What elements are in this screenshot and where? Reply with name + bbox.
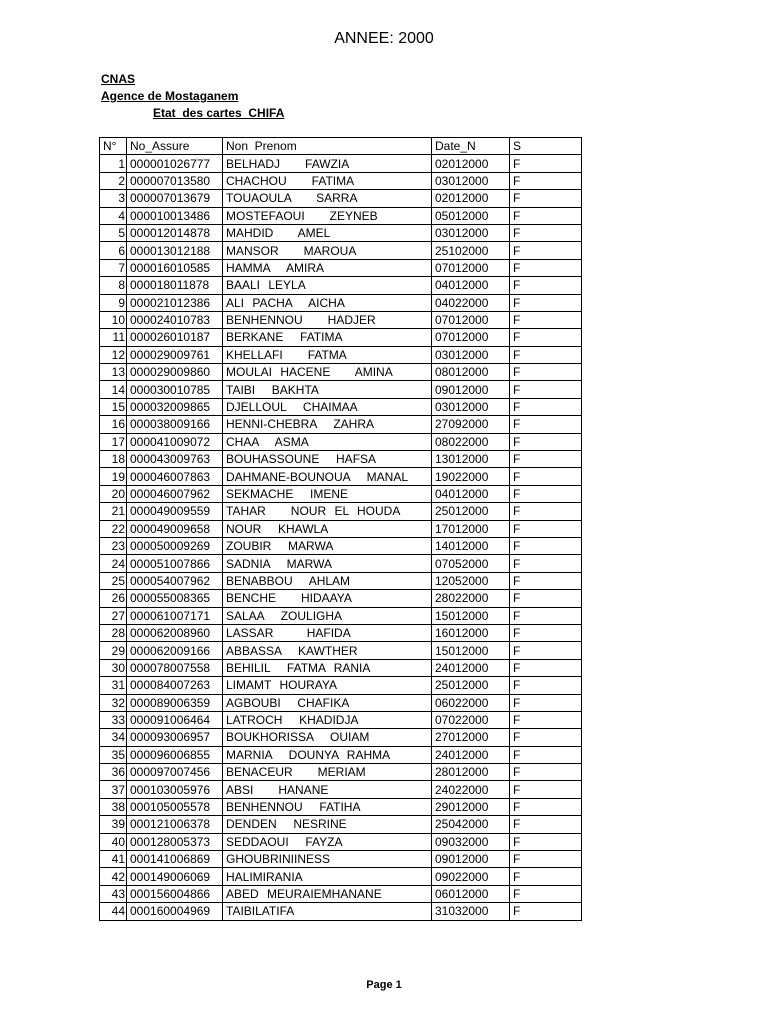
cell-assure: 000078007558 xyxy=(127,659,223,676)
cell-number: 17 xyxy=(100,433,127,450)
cell-name: BEHILIL FATMA RANIA xyxy=(223,659,432,676)
cell-name: SALAA ZOULIGHA xyxy=(223,607,432,624)
cell-number: 25 xyxy=(100,572,127,589)
agency-name: Agence de Mostaganem xyxy=(101,89,239,103)
table-row xyxy=(100,816,582,833)
cell-assure: 000043009763 xyxy=(127,451,223,468)
cell-name: DAHMANE-BOUNOUA MANAL xyxy=(223,468,432,485)
table-row xyxy=(100,172,582,189)
cell-date: 07012000 xyxy=(432,259,510,276)
table-row xyxy=(100,903,582,920)
cell-assure: 000160004969 xyxy=(127,903,223,920)
cell-date: 19022000 xyxy=(432,468,510,485)
cell-number: 18 xyxy=(100,451,127,468)
cell-date: 24012000 xyxy=(432,746,510,763)
cell-date: 02012000 xyxy=(432,190,510,207)
cell-sex: F xyxy=(510,364,582,381)
table-row xyxy=(100,520,582,537)
cell-sex: F xyxy=(510,572,582,589)
cell-sex: F xyxy=(510,764,582,781)
cell-name: BENACEUR MERIAM xyxy=(223,764,432,781)
cell-sex: F xyxy=(510,677,582,694)
cell-name: ABBASSA KAWTHER xyxy=(223,642,432,659)
table-body xyxy=(100,155,582,920)
cell-name: BENABBOU AHLAM xyxy=(223,572,432,589)
cell-number: 41 xyxy=(100,851,127,868)
cell-assure: 000046007863 xyxy=(127,468,223,485)
cell-name: MOSTEFAOUI ZEYNEB xyxy=(223,207,432,224)
cell-assure: 000013012188 xyxy=(127,242,223,259)
cell-date: 03012000 xyxy=(432,224,510,241)
cell-number: 40 xyxy=(100,833,127,850)
cell-date: 02012000 xyxy=(432,155,510,172)
cell-name: MARNIA DOUNYA RAHMA xyxy=(223,746,432,763)
cell-name: KHELLAFI FATMA xyxy=(223,346,432,363)
cell-assure: 000097007456 xyxy=(127,764,223,781)
cell-date: 15012000 xyxy=(432,607,510,624)
table-row xyxy=(100,398,582,415)
cell-date: 25012000 xyxy=(432,677,510,694)
cell-name: BENCHE HIDAAYA xyxy=(223,590,432,607)
cell-name: MANSOR MAROUA xyxy=(223,242,432,259)
cell-assure: 000105005578 xyxy=(127,798,223,815)
table-row xyxy=(100,416,582,433)
cell-assure: 000041009072 xyxy=(127,433,223,450)
cell-assure: 000062009166 xyxy=(127,642,223,659)
cell-sex: F xyxy=(510,694,582,711)
cell-assure: 000089006359 xyxy=(127,694,223,711)
table-row xyxy=(100,868,582,885)
cell-date: 05012000 xyxy=(432,207,510,224)
cell-name: MOULAI HACENE AMINA xyxy=(223,364,432,381)
cell-date: 08022000 xyxy=(432,433,510,450)
cell-sex: F xyxy=(510,242,582,259)
cell-sex: F xyxy=(510,729,582,746)
column-header-assure: No_Assure xyxy=(127,138,223,155)
cell-number: 9 xyxy=(100,294,127,311)
table-row xyxy=(100,381,582,398)
table-row xyxy=(100,729,582,746)
cell-sex: F xyxy=(510,207,582,224)
cell-assure: 000049009658 xyxy=(127,520,223,537)
column-header-sex: S xyxy=(510,138,582,155)
cell-number: 35 xyxy=(100,746,127,763)
cell-sex: F xyxy=(510,451,582,468)
cell-date: 15012000 xyxy=(432,642,510,659)
cell-name: GHOUBRINIINESS xyxy=(223,851,432,868)
cell-sex: F xyxy=(510,851,582,868)
cell-number: 10 xyxy=(100,311,127,328)
cell-number: 5 xyxy=(100,224,127,241)
table-row xyxy=(100,503,582,520)
cell-assure: 000054007962 xyxy=(127,572,223,589)
cell-number: 44 xyxy=(100,903,127,920)
cell-date: 03012000 xyxy=(432,398,510,415)
cell-assure: 000001026777 xyxy=(127,155,223,172)
column-header-date: Date_N xyxy=(432,138,510,155)
cell-assure: 000010013486 xyxy=(127,207,223,224)
cell-name: DJELLOUL CHAIMAA xyxy=(223,398,432,415)
cell-date: 07022000 xyxy=(432,711,510,728)
cell-assure: 000051007866 xyxy=(127,555,223,572)
cell-name: BOUKHORISSA OUIAM xyxy=(223,729,432,746)
cell-date: 07052000 xyxy=(432,555,510,572)
cell-sex: F xyxy=(510,868,582,885)
cell-sex: F xyxy=(510,433,582,450)
cell-name: BERKANE FATIMA xyxy=(223,329,432,346)
cell-assure: 000029009761 xyxy=(127,346,223,363)
table-row xyxy=(100,642,582,659)
cell-assure: 000093006957 xyxy=(127,729,223,746)
cell-name: ABSI HANANE xyxy=(223,781,432,798)
table-row xyxy=(100,364,582,381)
table-row xyxy=(100,694,582,711)
cell-assure: 000061007171 xyxy=(127,607,223,624)
cards-table xyxy=(99,137,582,921)
cell-assure: 000128005373 xyxy=(127,833,223,850)
table-row xyxy=(100,677,582,694)
table-row xyxy=(100,346,582,363)
cell-date: 28022000 xyxy=(432,590,510,607)
cell-assure: 000024010783 xyxy=(127,311,223,328)
cell-assure: 000038009166 xyxy=(127,416,223,433)
table-row xyxy=(100,537,582,554)
cell-number: 27 xyxy=(100,607,127,624)
cell-date: 25102000 xyxy=(432,242,510,259)
cell-number: 30 xyxy=(100,659,127,676)
cell-date: 06012000 xyxy=(432,885,510,902)
cell-sex: F xyxy=(510,485,582,502)
subtitle-text: Etat des cartes CHIFA xyxy=(153,106,285,120)
cell-sex: F xyxy=(510,833,582,850)
cell-date: 14012000 xyxy=(432,537,510,554)
cell-name: BENHENNOU FATIHA xyxy=(223,798,432,815)
cell-name: DENDEN NESRINE xyxy=(223,816,432,833)
cell-assure: 000091006464 xyxy=(127,711,223,728)
cell-name: MAHDID AMEL xyxy=(223,224,432,241)
cell-name: CHAA ASMA xyxy=(223,433,432,450)
cell-date: 04012000 xyxy=(432,277,510,294)
cell-sex: F xyxy=(510,329,582,346)
cell-number: 23 xyxy=(100,537,127,554)
cell-date: 31032000 xyxy=(432,903,510,920)
cell-sex: F xyxy=(510,746,582,763)
cell-number: 7 xyxy=(100,259,127,276)
document-subtitle xyxy=(101,106,284,120)
table-row xyxy=(100,555,582,572)
cell-assure: 000018011878 xyxy=(127,277,223,294)
cell-assure: 000026010187 xyxy=(127,329,223,346)
column-header-name: Non Prenom xyxy=(223,138,432,155)
cell-name: NOUR KHAWLA xyxy=(223,520,432,537)
cell-number: 21 xyxy=(100,503,127,520)
cell-assure: 000121006378 xyxy=(127,816,223,833)
cell-name: BOUHASSOUNE HAFSA xyxy=(223,451,432,468)
cell-name: SEKMACHE IMENE xyxy=(223,485,432,502)
table-row xyxy=(100,607,582,624)
cell-number: 28 xyxy=(100,624,127,641)
table-row xyxy=(100,764,582,781)
cell-sex: F xyxy=(510,155,582,172)
cell-number: 12 xyxy=(100,346,127,363)
cell-assure: 000084007263 xyxy=(127,677,223,694)
table-row xyxy=(100,851,582,868)
cell-date: 09022000 xyxy=(432,868,510,885)
cell-sex: F xyxy=(510,311,582,328)
cell-number: 1 xyxy=(100,155,127,172)
table-row xyxy=(100,885,582,902)
cell-assure: 000156004866 xyxy=(127,885,223,902)
table-row xyxy=(100,242,582,259)
cell-number: 22 xyxy=(100,520,127,537)
cell-sex: F xyxy=(510,190,582,207)
cell-date: 28012000 xyxy=(432,764,510,781)
table-row xyxy=(100,311,582,328)
cell-number: 15 xyxy=(100,398,127,415)
title-year: 2000 xyxy=(398,30,434,47)
cell-name: ZOUBIR MARWA xyxy=(223,537,432,554)
table-row xyxy=(100,329,582,346)
cell-sex: F xyxy=(510,503,582,520)
cell-sex: F xyxy=(510,172,582,189)
cell-number: 37 xyxy=(100,781,127,798)
cell-number: 16 xyxy=(100,416,127,433)
cell-date: 03012000 xyxy=(432,172,510,189)
org-name: CNAS xyxy=(101,72,136,86)
cell-assure: 000032009865 xyxy=(127,398,223,415)
cell-sex: F xyxy=(510,416,582,433)
table-row xyxy=(100,590,582,607)
table-row xyxy=(100,485,582,502)
cell-name: BELHADJ FAWZIA xyxy=(223,155,432,172)
cell-date: 29012000 xyxy=(432,798,510,815)
cell-assure: 000029009860 xyxy=(127,364,223,381)
cell-name: ABED MEURAIEMHANANE xyxy=(223,885,432,902)
cell-name: SADNIA MARWA xyxy=(223,555,432,572)
cell-number: 32 xyxy=(100,694,127,711)
cell-date: 08012000 xyxy=(432,364,510,381)
cell-name: LATROCH KHADIDJA xyxy=(223,711,432,728)
cell-sex: F xyxy=(510,537,582,554)
cell-date: 24022000 xyxy=(432,781,510,798)
cell-number: 31 xyxy=(100,677,127,694)
cell-number: 3 xyxy=(100,190,127,207)
cell-assure: 000103005976 xyxy=(127,781,223,798)
cell-sex: F xyxy=(510,294,582,311)
cell-number: 42 xyxy=(100,868,127,885)
title-label: ANNEE: xyxy=(334,30,394,47)
cell-assure: 000046007962 xyxy=(127,485,223,502)
cell-assure: 000016010585 xyxy=(127,259,223,276)
cell-date: 04012000 xyxy=(432,485,510,502)
cell-number: 19 xyxy=(100,468,127,485)
cell-assure: 000055008365 xyxy=(127,590,223,607)
table-row xyxy=(100,294,582,311)
cell-name: BENHENNOU HADJER xyxy=(223,311,432,328)
cell-number: 34 xyxy=(100,729,127,746)
cell-sex: F xyxy=(510,398,582,415)
cell-date: 16012000 xyxy=(432,624,510,641)
cell-name: SEDDAOUI FAYZA xyxy=(223,833,432,850)
page-number: Page 1 xyxy=(366,979,402,991)
cell-number: 13 xyxy=(100,364,127,381)
table-row xyxy=(100,277,582,294)
cell-sex: F xyxy=(510,711,582,728)
cell-name: TOUAOULA SARRA xyxy=(223,190,432,207)
cell-name: TAIBILATIFA xyxy=(223,903,432,920)
cell-number: 2 xyxy=(100,172,127,189)
table-row xyxy=(100,711,582,728)
table-row xyxy=(100,224,582,241)
table-row xyxy=(100,155,582,172)
cell-sex: F xyxy=(510,607,582,624)
cell-date: 12052000 xyxy=(432,572,510,589)
cell-assure: 000149006069 xyxy=(127,868,223,885)
cell-date: 04022000 xyxy=(432,294,510,311)
cell-sex: F xyxy=(510,346,582,363)
cell-date: 03012000 xyxy=(432,346,510,363)
cell-assure: 000030010785 xyxy=(127,381,223,398)
cell-sex: F xyxy=(510,885,582,902)
cell-sex: F xyxy=(510,277,582,294)
cell-date: 07012000 xyxy=(432,329,510,346)
cell-number: 33 xyxy=(100,711,127,728)
cell-sex: F xyxy=(510,468,582,485)
cell-name: CHACHOU FATIMA xyxy=(223,172,432,189)
cell-number: 4 xyxy=(100,207,127,224)
cell-sex: F xyxy=(510,798,582,815)
cell-number: 6 xyxy=(100,242,127,259)
cell-assure: 000050009269 xyxy=(127,537,223,554)
cell-date: 25012000 xyxy=(432,503,510,520)
cell-number: 43 xyxy=(100,885,127,902)
table-row xyxy=(100,259,582,276)
cell-name: HALIMIRANIA xyxy=(223,868,432,885)
cell-sex: F xyxy=(510,642,582,659)
cell-number: 26 xyxy=(100,590,127,607)
cell-number: 36 xyxy=(100,764,127,781)
table-header-row xyxy=(100,138,582,155)
cell-date: 27012000 xyxy=(432,729,510,746)
table-row xyxy=(100,451,582,468)
cell-sex: F xyxy=(510,590,582,607)
cell-sex: F xyxy=(510,381,582,398)
table-row xyxy=(100,624,582,641)
cell-date: 27092000 xyxy=(432,416,510,433)
cell-sex: F xyxy=(510,903,582,920)
cell-date: 24012000 xyxy=(432,659,510,676)
table-row xyxy=(100,207,582,224)
cell-name: TAHAR NOUR EL HOUDA xyxy=(223,503,432,520)
cell-name: LASSAR HAFIDA xyxy=(223,624,432,641)
cell-assure: 000049009559 xyxy=(127,503,223,520)
cell-name: AGBOUBI CHAFIKA xyxy=(223,694,432,711)
document-title xyxy=(0,30,768,48)
cell-date: 25042000 xyxy=(432,816,510,833)
table-row xyxy=(100,659,582,676)
table-row xyxy=(100,468,582,485)
cell-name: HENNI-CHEBRA ZAHRA xyxy=(223,416,432,433)
cell-name: ALI PACHA AICHA xyxy=(223,294,432,311)
cell-number: 38 xyxy=(100,798,127,815)
cell-date: 09032000 xyxy=(432,833,510,850)
cell-sex: F xyxy=(510,624,582,641)
cell-sex: F xyxy=(510,659,582,676)
cell-assure: 000062008960 xyxy=(127,624,223,641)
cell-date: 07012000 xyxy=(432,311,510,328)
cell-number: 11 xyxy=(100,329,127,346)
cell-number: 39 xyxy=(100,816,127,833)
table-row xyxy=(100,781,582,798)
cell-sex: F xyxy=(510,259,582,276)
table-row xyxy=(100,433,582,450)
cell-date: 17012000 xyxy=(432,520,510,537)
cell-sex: F xyxy=(510,224,582,241)
cell-name: LIMAMT HOURAYA xyxy=(223,677,432,694)
table-row xyxy=(100,746,582,763)
cell-sex: F xyxy=(510,781,582,798)
cell-assure: 000021012386 xyxy=(127,294,223,311)
cell-number: 24 xyxy=(100,555,127,572)
cell-date: 09012000 xyxy=(432,851,510,868)
cell-assure: 000141006869 xyxy=(127,851,223,868)
table-row xyxy=(100,190,582,207)
cell-number: 29 xyxy=(100,642,127,659)
cell-sex: F xyxy=(510,520,582,537)
cell-assure: 000007013679 xyxy=(127,190,223,207)
cell-assure: 000007013580 xyxy=(127,172,223,189)
cell-number: 14 xyxy=(100,381,127,398)
table-row xyxy=(100,833,582,850)
cell-number: 8 xyxy=(100,277,127,294)
cell-sex: F xyxy=(510,816,582,833)
cell-date: 09012000 xyxy=(432,381,510,398)
cell-name: TAIBI BAKHTA xyxy=(223,381,432,398)
cell-assure: 000096006855 xyxy=(127,746,223,763)
cell-name: HAMMA AMIRA xyxy=(223,259,432,276)
table-row xyxy=(100,798,582,815)
cell-sex: F xyxy=(510,555,582,572)
cell-assure: 000012014878 xyxy=(127,224,223,241)
cell-date: 06022000 xyxy=(432,694,510,711)
table-row xyxy=(100,572,582,589)
cell-number: 20 xyxy=(100,485,127,502)
column-header-number: N° xyxy=(100,138,127,155)
cell-name: BAALI LEYLA xyxy=(223,277,432,294)
cell-date: 13012000 xyxy=(432,451,510,468)
